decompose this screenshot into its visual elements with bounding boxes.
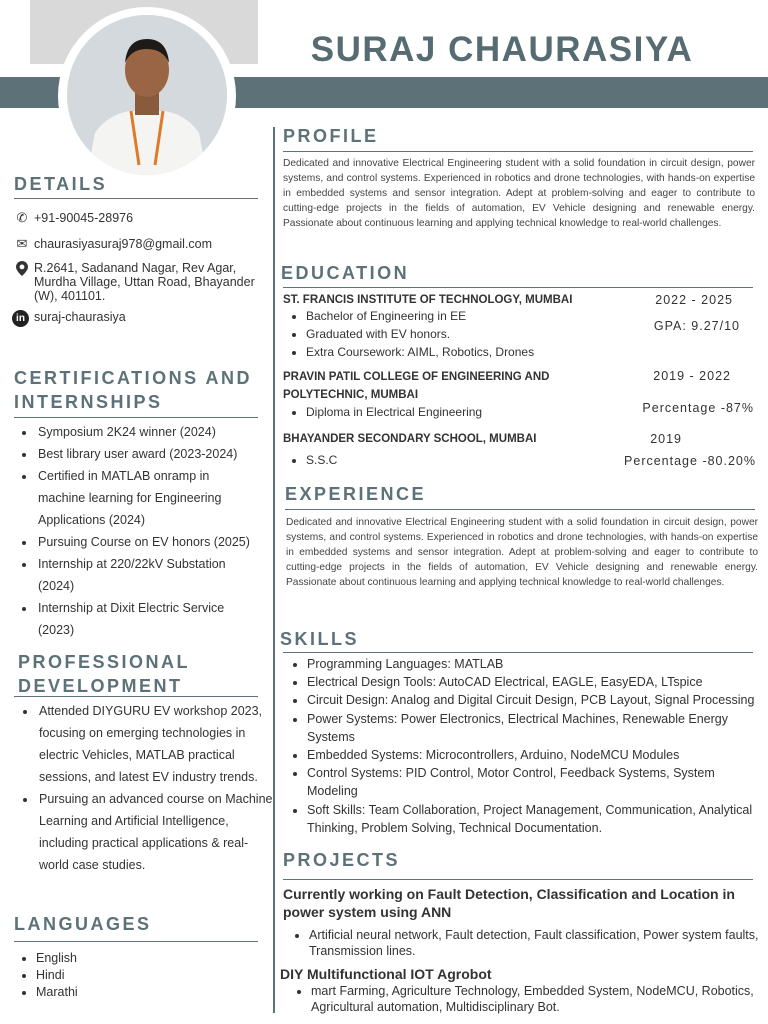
professional-heading: PROFESSIONAL DEVELOPMENT [18, 652, 190, 696]
education-school-3: BHAYANDER SECONDARY SCHOOL, MUMBAI [283, 433, 537, 445]
education-list-1 [286, 307, 626, 361]
list-item: • Programming Languages: MATLAB [307, 655, 767, 673]
list-item: • Best library user award (2023-2024) [36, 443, 258, 465]
home-address: R.2641, Sadanand Nagar, Rev Agar, Murdha Village, Uttan Road, Bhayander (W), 401101. [34, 261, 255, 303]
list-item: • Pursuing an advanced course on Machine Learning and Artificial Intelligence, including practical applications & real-world case studies. [37, 788, 277, 876]
education-years-3: 2019 [650, 432, 682, 446]
experience-text: Dedicated and innovative Electrical Engineering student with a solid foundation in circuit design, power systems, and control systems. Experienced in robotics and drone technologies, with hands-on expertise in embedded systems and sensor integration. Adept at problem-solving and eager to contribute to cutting-edge projects in the fields of automation, EV Vehicle designing and renewable energy. Passionate about continuous learning and applying technical knowledge to real-world challenges. [286, 517, 758, 588]
list-item: • Electrical Design Tools: AutoCAD Electrical, EAGLE, EasyEDA, LTspice [307, 673, 767, 691]
education-school-1: ST. FRANCIS INSTITUTE OF TECHNOLOGY, MUMBAI [283, 294, 573, 306]
list-item: • S.S.C [306, 451, 626, 469]
professional-list [17, 700, 277, 876]
education-rule [283, 287, 753, 288]
list-item: • Pursuing Course on EV honors (2025) [36, 531, 258, 553]
certifications-list [16, 421, 258, 641]
email-address[interactable]: chaurasiyasuraj978@gmail.com [34, 237, 213, 251]
languages-list [16, 950, 236, 1001]
professional-rule [14, 696, 258, 697]
education-list-2 [286, 403, 626, 421]
list-item: • English [36, 950, 236, 967]
project-1-list [289, 927, 759, 959]
list-item: • Internship at Dixit Electric Service (2023) [36, 597, 258, 641]
list-item: • Soft Skills: Team Collaboration, Project Management, Communication, Analytical Thinking, Problem Solving, Technical Documentation. [307, 801, 767, 837]
linkedin-icon: in [12, 310, 29, 327]
linkedin-handle[interactable]: suraj-chaurasiya [34, 310, 126, 324]
profile-heading: PROFILE [283, 126, 379, 146]
list-item: • Certified in MATLAB onramp in machine learning for Engineering Applications (2024) [36, 465, 258, 531]
education-years-1: 2022 - 2025 [655, 293, 733, 307]
list-item: • Symposium 2K24 winner (2024) [36, 421, 258, 443]
languages-rule [14, 941, 258, 942]
certifications-heading: CERTIFICATIONS AND INTERNSHIPS [14, 368, 252, 412]
education-years-2: 2019 - 2022 [653, 369, 731, 383]
education-grade-1: GPA: 9.27/10 [653, 319, 740, 333]
languages-heading: LANGUAGES [14, 914, 152, 934]
skills-list [287, 655, 767, 837]
phone-icon: ✆ [16, 210, 28, 225]
education-school-2: PRAVIN PATIL COLLEGE OF ENGINEERING AND POLYTECHNIC, MUMBAI [283, 371, 550, 401]
list-item: • Attended DIYGURU EV workshop 2023, focusing on emerging technologies in electric Vehicles, MATLAB practical sessions, and latest EV industry trends. [37, 700, 277, 788]
location-pin-icon [14, 261, 30, 277]
education-heading: EDUCATION [281, 263, 410, 283]
education-grade-2: Percentage -87% [642, 401, 754, 415]
list-item: • mart Farming, Agriculture Technology, Embedded System, NodeMCU, Robotics, Agricultural automation, Multidisciplinary Bot. [311, 983, 761, 1015]
project-1-title: Currently working on Fault Detection, Classification and Location in power system using ANN [283, 886, 735, 920]
phone-number[interactable]: +91-90045-28976 [34, 211, 134, 225]
list-item: • Extra Coursework: AIML, Robotics, Drones [306, 343, 626, 361]
profile-rule [283, 151, 753, 152]
list-item: • Embedded Systems: Microcontrollers, Arduino, NodeMCU Modules [307, 746, 767, 764]
details-heading: DETAILS [14, 174, 108, 194]
list-item: • Bachelor of Engineering in EE [306, 307, 626, 325]
project-2-list [291, 983, 761, 1015]
list-item: • Control Systems: PID Control, Motor Control, Feedback Systems, System Modeling [307, 764, 767, 800]
skills-heading: SKILLS [280, 629, 360, 649]
certifications-rule [14, 417, 258, 418]
education-list-3 [286, 451, 626, 469]
profile-photo [67, 15, 227, 175]
list-item: • Hindi [36, 967, 236, 984]
skills-rule [283, 652, 753, 653]
candidate-name: SURAJ CHAURASIYA [310, 30, 694, 69]
column-divider [273, 127, 275, 1013]
list-item: • Diploma in Electrical Engineering [306, 403, 626, 421]
projects-rule [283, 879, 753, 880]
profile-text: Dedicated and innovative Electrical Engineering student with a solid foundation in circuit design, power systems, and control systems. Experienced in robotics and drone technologies, with hands-on expertise in embedded systems and sensor integration. Adept at problem-solving and eager to contribute to cutting-edge projects in the fields of automation, EV Vehicle designing and renewable energy. Passionate about continuous learning and applying technical knowledge to real-world challenges. [283, 158, 755, 229]
list-item: • Power Systems: Power Electronics, Electrical Machines, Renewable Energy Systems [307, 710, 767, 746]
experience-rule [285, 509, 755, 510]
list-item: • Marathi [36, 984, 236, 1001]
list-item: • Internship at 220/22kV Substation (2024) [36, 553, 258, 597]
details-rule [14, 198, 258, 199]
projects-heading: PROJECTS [283, 850, 401, 870]
experience-heading: EXPERIENCE [285, 484, 427, 504]
education-grade-3: Percentage -80.20% [624, 454, 756, 468]
list-item: • Graduated with EV honors. [306, 325, 626, 343]
mail-icon: ✉ [16, 236, 28, 251]
project-2-title: DIY Multifunctional IOT Agrobot [280, 966, 492, 982]
list-item: • Circuit Design: Analog and Digital Circuit Design, PCB Layout, Signal Processing [307, 691, 767, 709]
list-item: • Artificial neural network, Fault detection, Fault classification, Power system faults, Transmission lines. [309, 927, 759, 959]
